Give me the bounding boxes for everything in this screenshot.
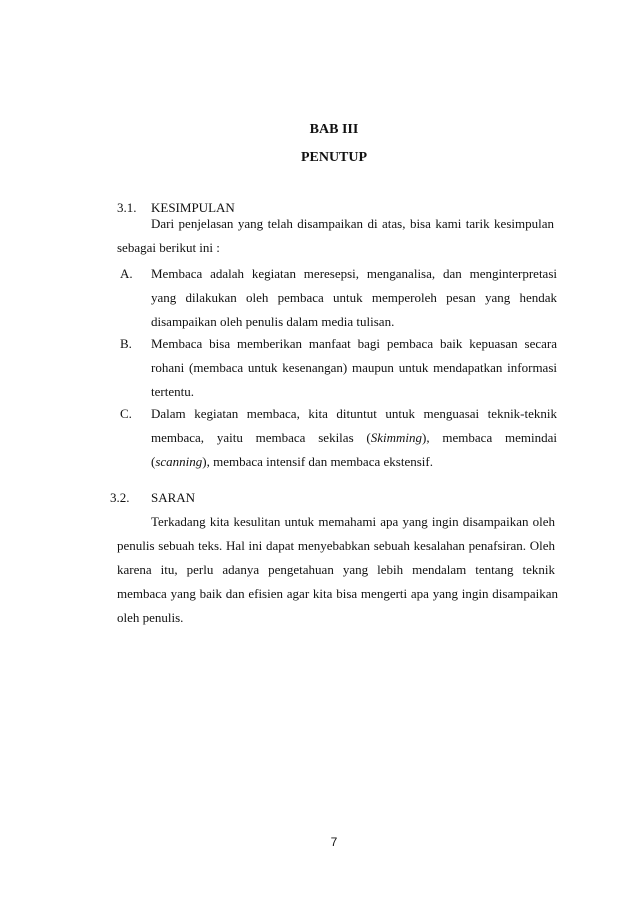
section-number: 3.2. bbox=[110, 490, 130, 505]
list-item-line: Dalam kegiatan membaca, kita dituntut untuk menguasai teknik-teknik bbox=[151, 406, 557, 421]
paragraph-line: penulis sebuah teks. Hal ini dapat menyebabkan sebuah kesalahan penafsiran. Oleh bbox=[117, 538, 555, 553]
list-item-line: (scanning), membaca intensif dan membaca ekstensif. bbox=[151, 454, 433, 469]
scanning-term: scanning bbox=[155, 454, 203, 469]
list-item-line: Membaca bisa memberikan manfaat bagi pembaca baik kepuasan secara bbox=[151, 336, 557, 351]
page-number: 7 bbox=[330, 835, 338, 849]
list-item-line: membaca, yaitu membaca sekilas (Skimming), membaca memindai bbox=[151, 430, 557, 445]
list-item-line: tertentu. bbox=[151, 384, 194, 399]
section-heading: KESIMPULAN bbox=[151, 200, 235, 215]
list-item-line: yang dilakukan oleh pembaca untuk memperoleh pesan yang hendak bbox=[151, 290, 557, 305]
list-item-line: rohani (membaca untuk kesenangan) maupun untuk mendapatkan informasi bbox=[151, 360, 557, 375]
paragraph-line: membaca yang baik dan efisien agar kita bisa mengerti apa yang ingin disampaikan bbox=[117, 586, 558, 601]
chapter-title: PENUTUP bbox=[300, 150, 368, 165]
paragraph-line: Dari penjelasan yang telah disampaikan di atas, bisa kami tarik kesimpulan bbox=[151, 216, 554, 231]
list-marker: B. bbox=[120, 336, 132, 351]
chapter-label: BAB III bbox=[309, 122, 359, 137]
paragraph-line: oleh penulis. bbox=[117, 610, 184, 625]
list-marker: C. bbox=[120, 406, 132, 421]
section-number: 3.1. bbox=[117, 200, 137, 215]
list-item-line: disampaikan oleh penulis dalam media tulisan. bbox=[151, 314, 395, 329]
paragraph-line: karena itu, perlu adanya pengetahuan yang lebih mendalam tentang teknik bbox=[117, 562, 555, 577]
list-item-line: Membaca adalah kegiatan meresepsi, menganalisa, dan menginterpretasi bbox=[151, 266, 557, 281]
section-heading: SARAN bbox=[151, 490, 196, 505]
paragraph-line: Terkadang kita kesulitan untuk memahami apa yang ingin disampaikan oleh bbox=[151, 514, 555, 529]
paragraph-line: sebagai berikut ini : bbox=[117, 240, 220, 255]
list-marker: A. bbox=[120, 266, 133, 281]
skimming-term: Skimming bbox=[370, 430, 423, 445]
